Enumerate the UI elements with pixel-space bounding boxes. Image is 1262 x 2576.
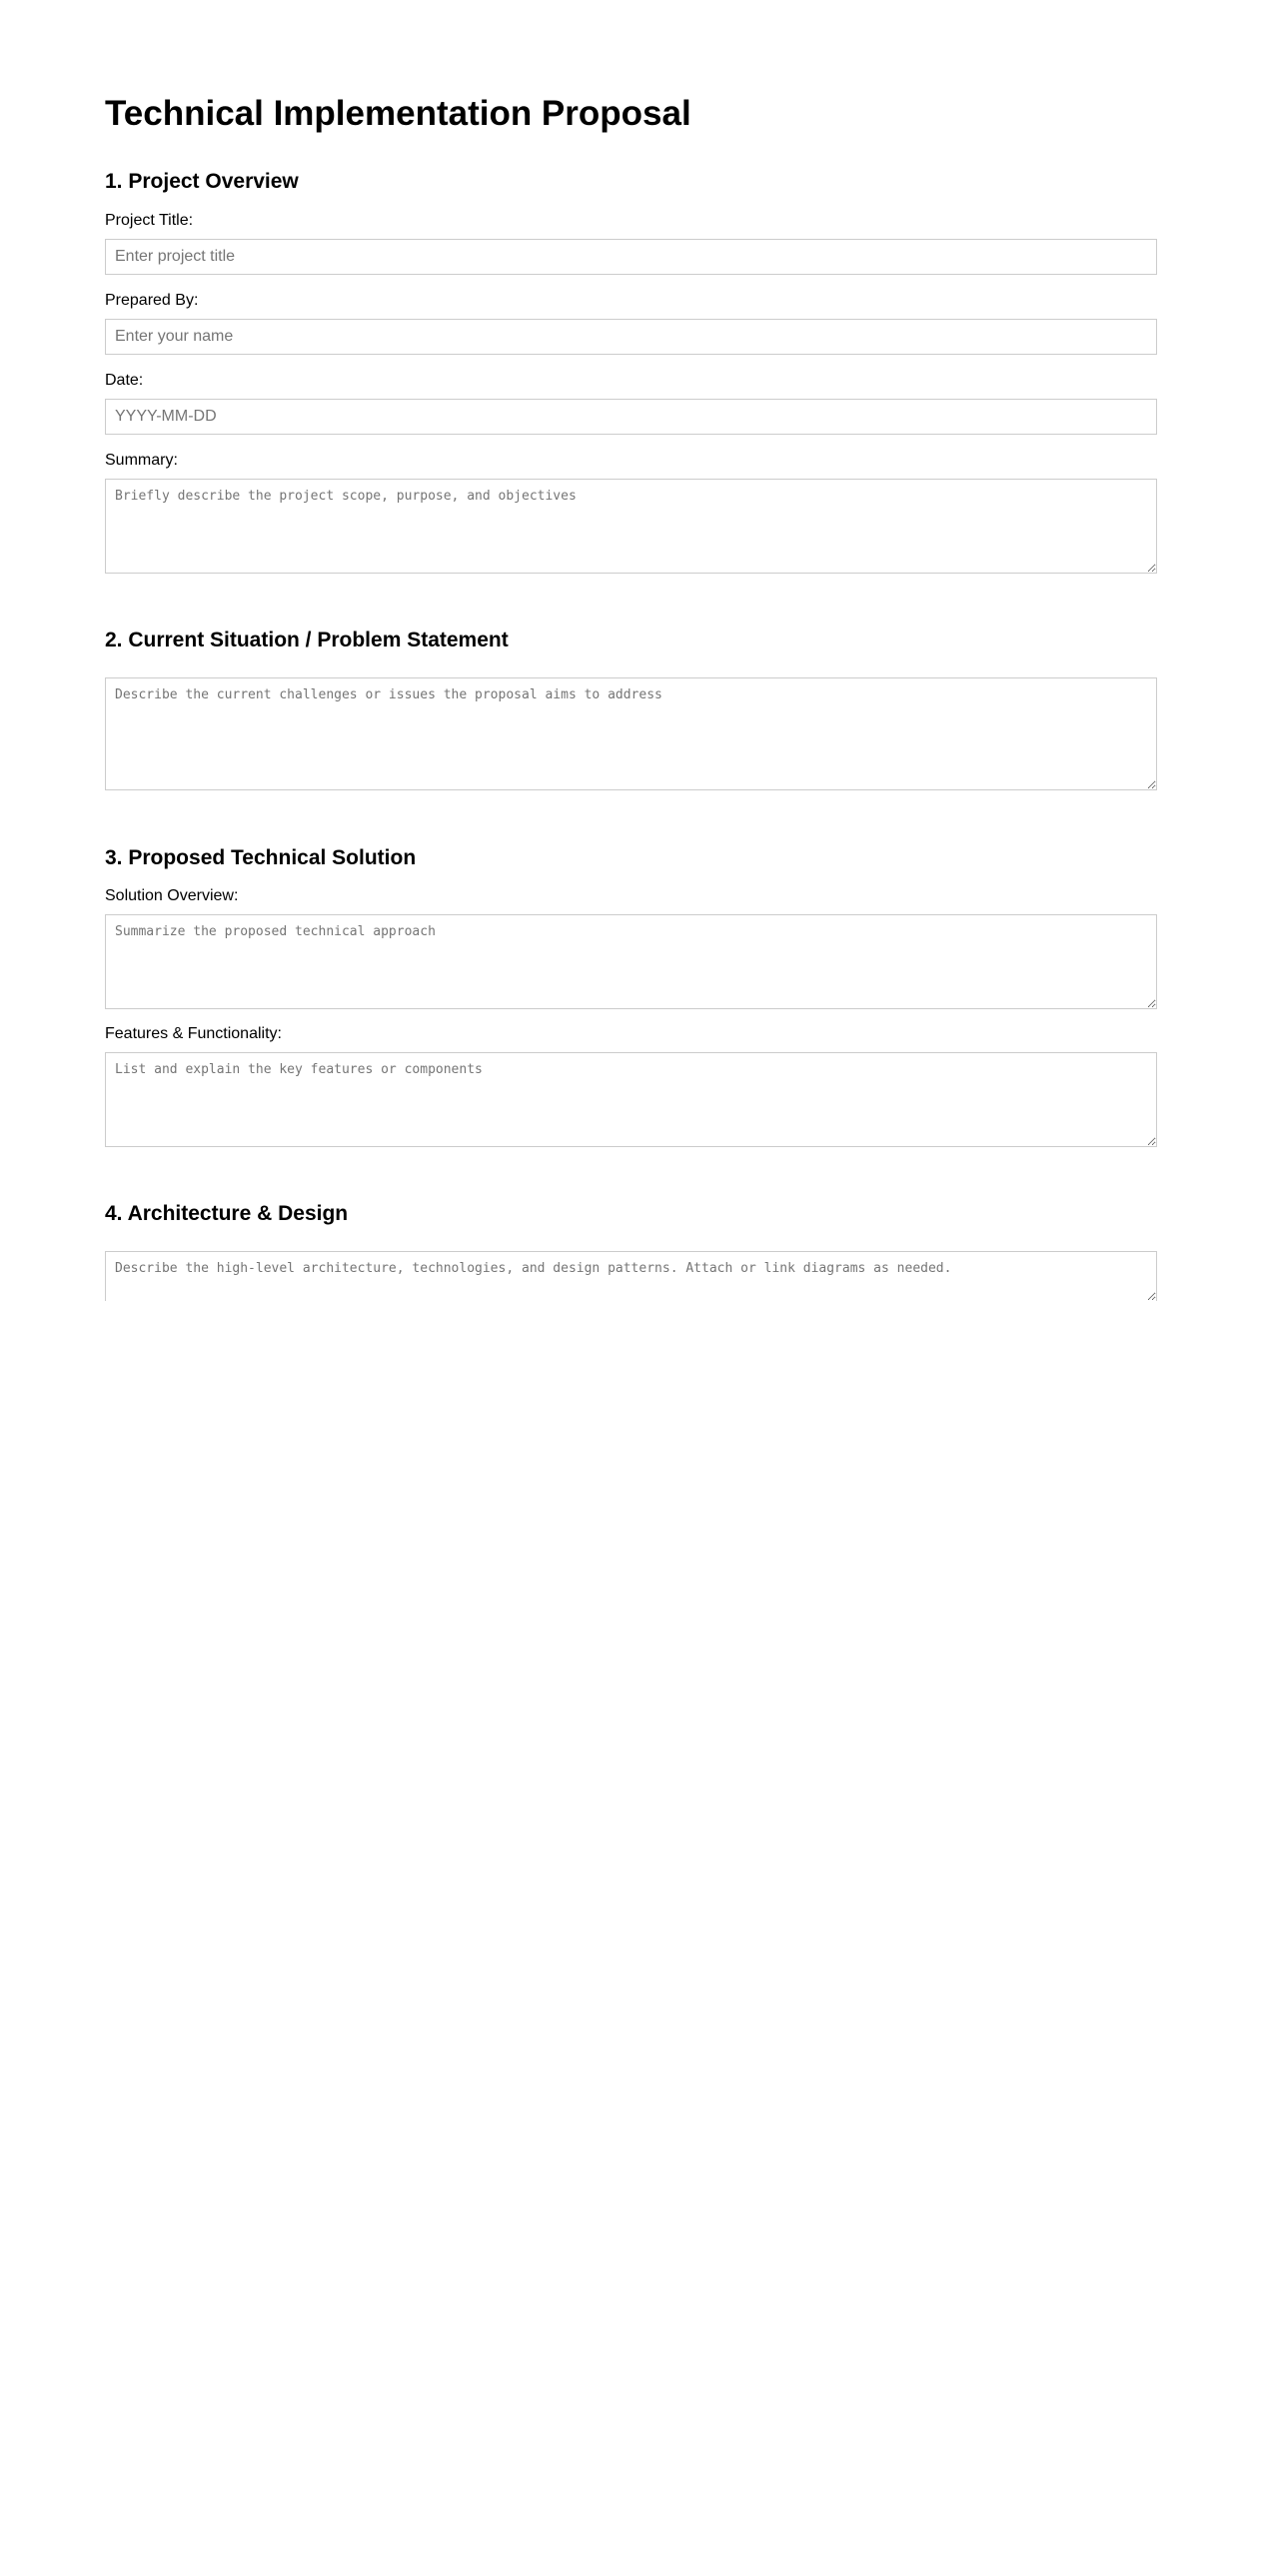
architecture-textarea[interactable] [105,1251,1157,1301]
summary-textarea[interactable] [105,479,1157,574]
section-heading-problem-statement: 2. Current Situation / Problem Statement [105,629,509,651]
section-heading-proposed-solution: 3. Proposed Technical Solution [105,846,417,869]
date-input[interactable] [105,399,1157,435]
date-label: Date: [105,372,144,389]
features-label: Features & Functionality: [105,1025,282,1042]
section-heading-project-overview: 1. Project Overview [105,170,299,193]
solution-overview-label: Solution Overview: [105,887,239,904]
problem-statement-textarea[interactable] [105,677,1157,790]
section-heading-architecture: 4. Architecture & Design [105,1202,349,1225]
features-textarea[interactable] [105,1052,1157,1147]
solution-overview-textarea[interactable] [105,914,1157,1009]
page-title: Technical Implementation Proposal [105,94,691,133]
project-title-label: Project Title: [105,212,194,229]
project-title-input[interactable] [105,239,1157,275]
summary-label: Summary: [105,452,178,469]
prepared-by-label: Prepared By: [105,292,199,309]
prepared-by-input[interactable] [105,319,1157,355]
